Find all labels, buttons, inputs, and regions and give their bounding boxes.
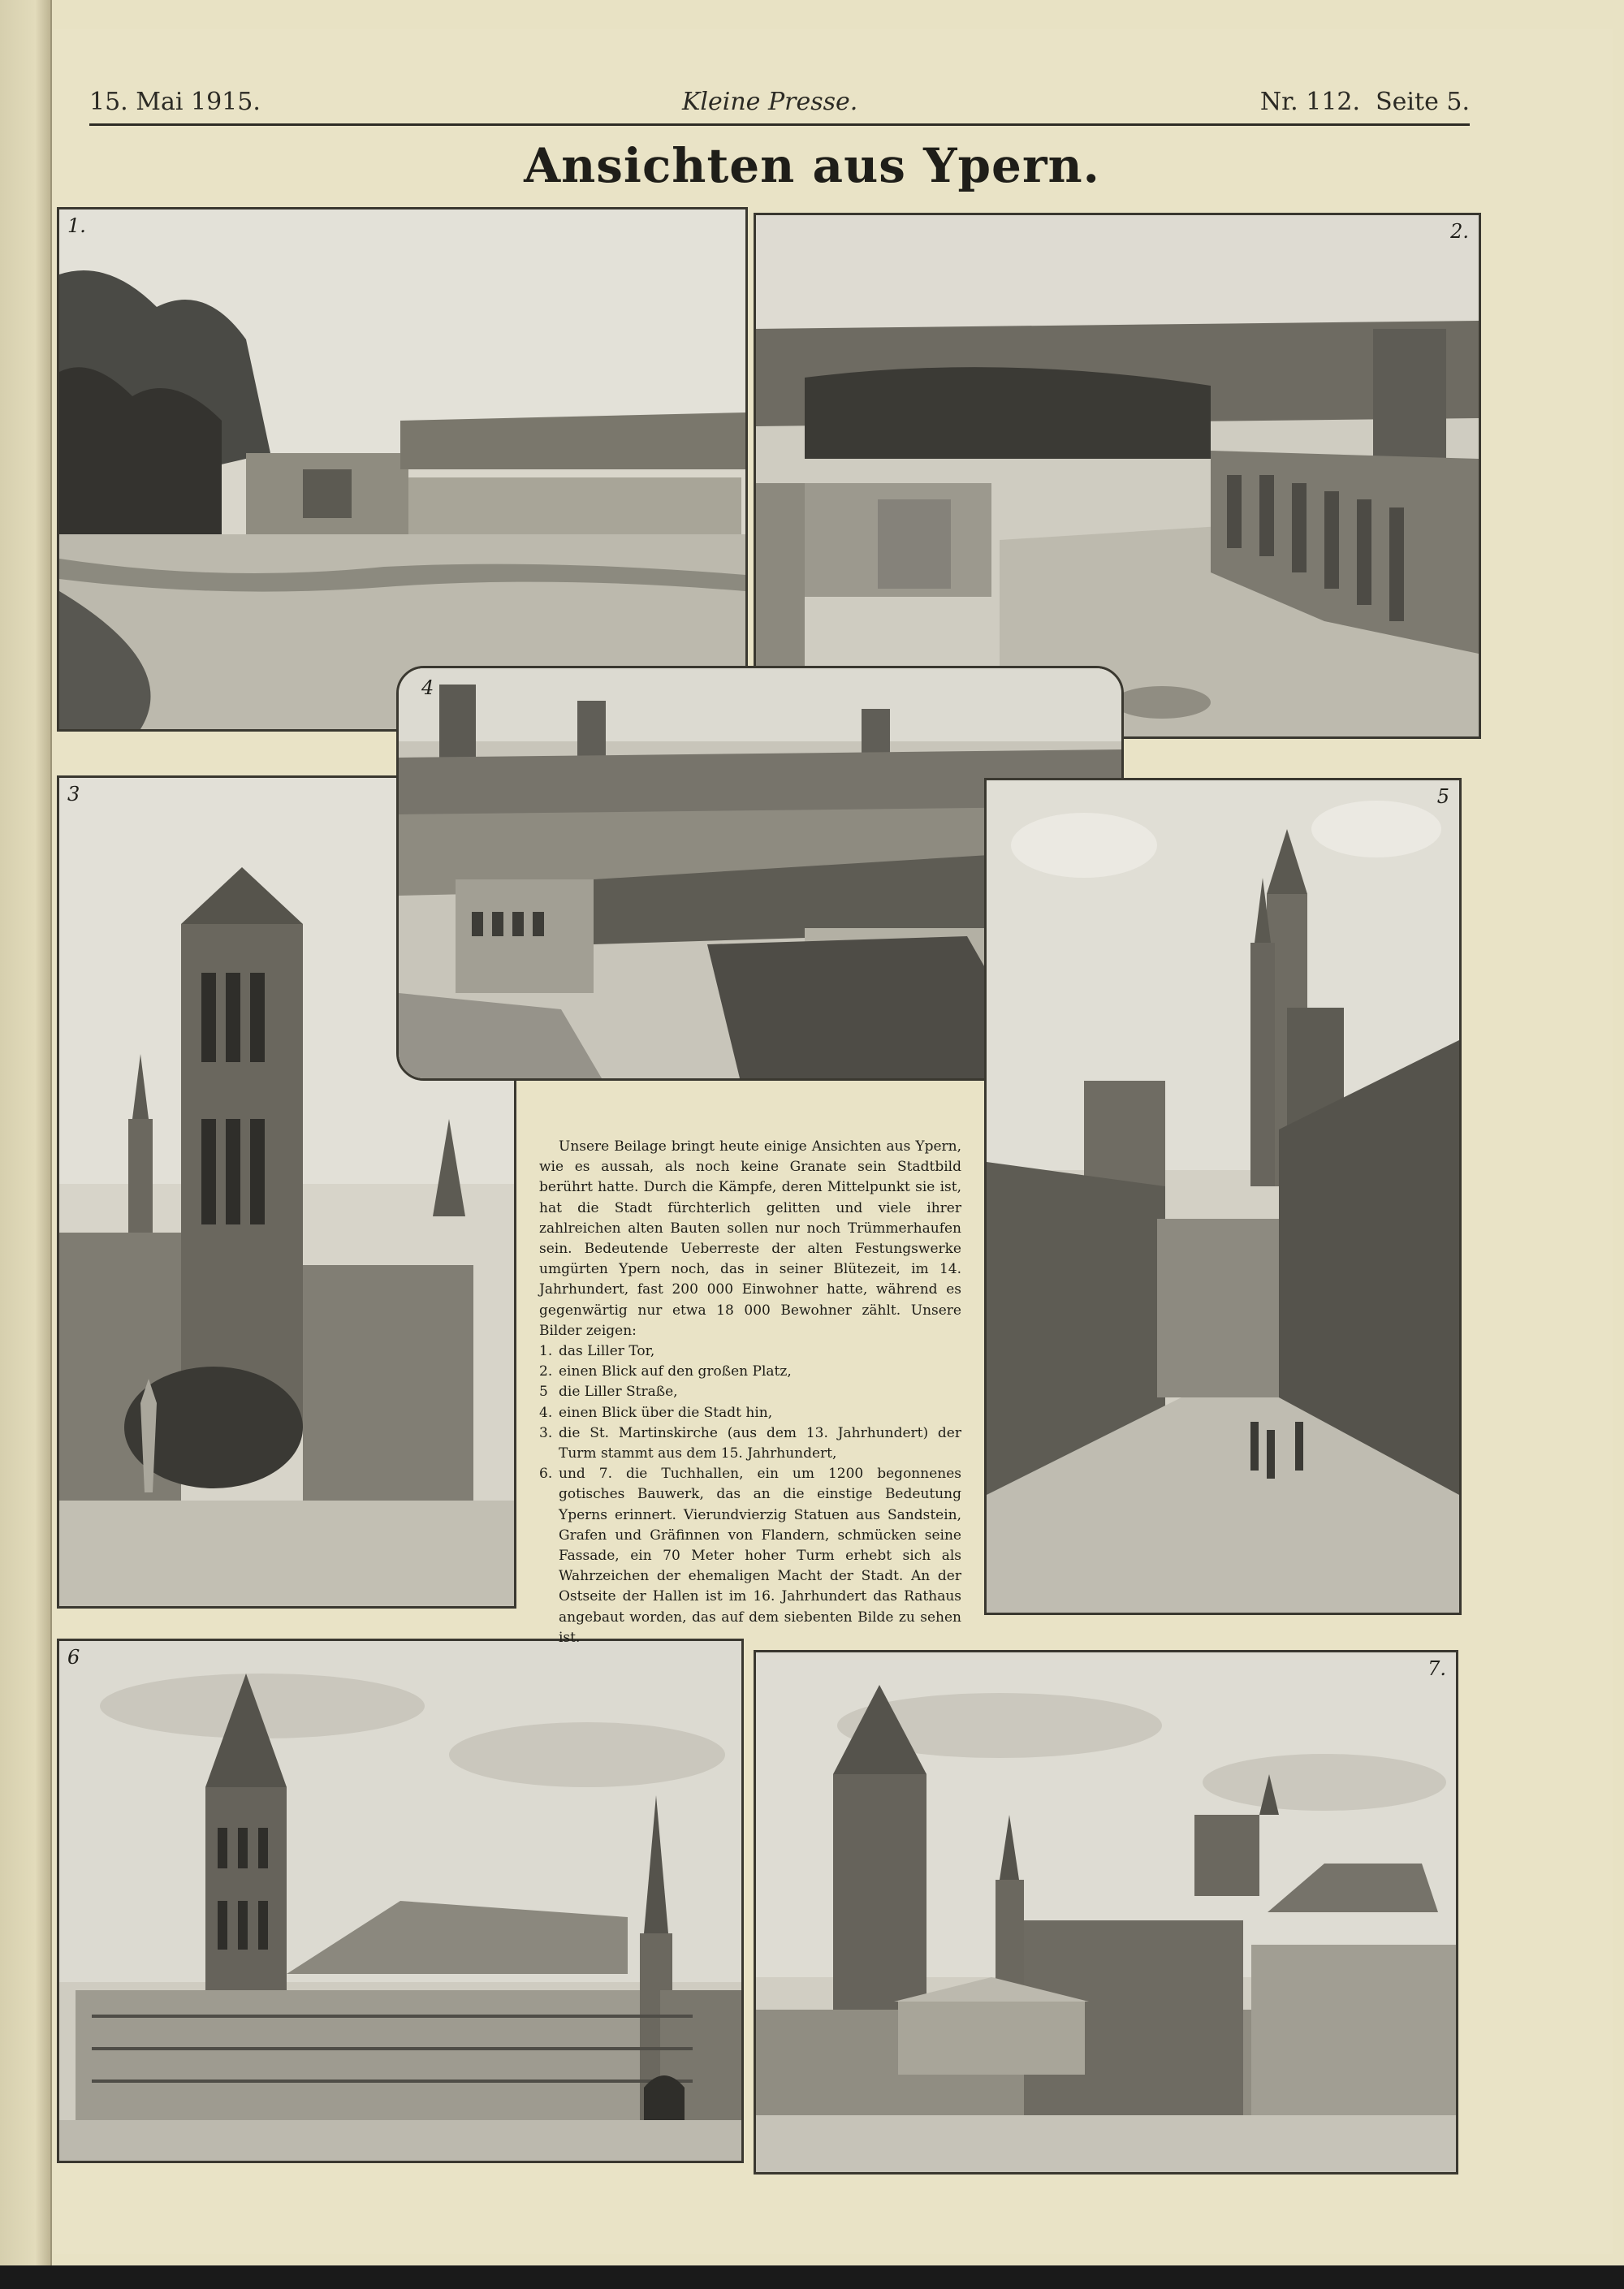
paper-name: Kleine Presse. xyxy=(682,88,858,116)
photo-3-number: 3 xyxy=(67,783,80,805)
photo-6-number: 6 xyxy=(67,1646,80,1669)
photo-5-image xyxy=(987,780,1459,1613)
photo-2-image xyxy=(756,215,1479,736)
photo-6-image xyxy=(59,1641,741,2161)
caption-item: 1. das Liller Tor, xyxy=(539,1343,655,1360)
caption-text xyxy=(539,1137,961,1646)
caption-item: 3. die St. Martinskirche (aus dem 13. Jahrhundert) der Turm stammt aus dem 15. Jahrhundert, xyxy=(539,1424,961,1462)
masthead xyxy=(89,88,1470,128)
photo-4-number: 4 xyxy=(421,676,434,699)
photo-1-image xyxy=(59,209,745,729)
page-title: Ansichten aus Ypern. xyxy=(524,138,1100,193)
photo-6-cloth-hall xyxy=(57,1639,744,2163)
caption-item: 6. und 7. die Tuchhallen, ein um 1200 begonnenes gotisches Bauwerk, das an die einstige Bedeutung Yperns erinnert. Vierundvierzig Statuen aus Sandstein, Grafen und Gräfinnen von Flandern, schmücken seine Fassade, ein 70 Meter hoher Turm erhebt sich als Wahrzeichen der ehemaligen Macht der Stadt. An der Ostseite der Hallen ist im 16. Jahrhundert das Rathaus angebaut worden, das auf dem siebenten Bilde zu sehen ist. xyxy=(539,1466,961,1646)
photo-2-market-square xyxy=(754,213,1481,739)
photo-5-number: 5 xyxy=(1436,785,1449,808)
issue-date: 15. Mai 1915. xyxy=(89,88,261,116)
caption-item: 5 die Liller Straße, xyxy=(539,1384,678,1401)
photo-1-lille-gate xyxy=(57,207,748,732)
photo-7-image xyxy=(756,1652,1456,2172)
masthead-rule xyxy=(89,123,1470,126)
caption-list xyxy=(539,1341,961,1648)
adjacent-page-strip xyxy=(0,0,52,2265)
photo-7-number: 7. xyxy=(1427,1657,1446,1680)
caption-intro: Unsere Beilage bringt heute einige Ansichten aus Ypern, wie es aussah, als noch keine Granate sein Stadtbild berührt hatte. Durch die Kämpfe, deren Mittelpunkt sie ist, hat die Stadt fürchterlich gelitten und viele ihrer zahlreichen alten Bauten sollen nur noch Trümmerhaufen sein. Bedeutende Ueberreste der alten Festungswerke umgürten Ypern noch, das in seiner Blütezeit, im 14. Jahrhundert, fast 200 000 Einwohner hatte, während es gegenwärtig nur etwa 18 000 Bewohner zählt. Unsere Bilder zeigen: xyxy=(539,1138,961,1339)
photo-5-lille-street xyxy=(984,778,1462,1615)
caption-item: 4. einen Blick über die Stadt hin, xyxy=(539,1404,773,1421)
caption-item: 2. einen Blick auf den großen Platz, xyxy=(539,1363,792,1380)
photo-2-number: 2. xyxy=(1450,220,1469,243)
photo-7-town-hall xyxy=(754,1650,1458,2175)
photo-1-number: 1. xyxy=(67,214,86,237)
issue-page-number: Nr. 112. Seite 5. xyxy=(1259,88,1470,116)
